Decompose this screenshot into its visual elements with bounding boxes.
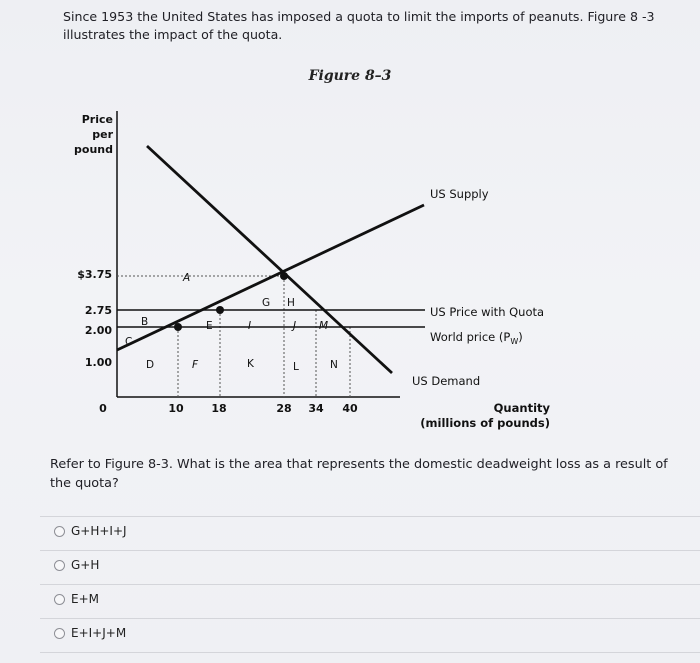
area-label-j: J [293, 320, 297, 332]
y-axis-label-line1: Price [81, 113, 113, 126]
area-label-k: K [247, 358, 254, 370]
figure-title: Figure 8–3 [308, 68, 392, 84]
separator [40, 618, 700, 619]
radio-button[interactable] [54, 594, 65, 605]
qty-tick-18: 18 [211, 402, 227, 415]
price-tick-100: 1.00 [84, 356, 112, 369]
area-label-g: G [262, 297, 271, 309]
area-label-n: N [330, 359, 338, 371]
demand-curve [147, 146, 392, 373]
answer-option-1[interactable] [54, 524, 127, 538]
qty-tick-40: 40 [342, 402, 358, 415]
point-equilibrium [280, 272, 288, 280]
answer-option-3[interactable] [54, 592, 99, 606]
option-label: G+H [71, 558, 100, 572]
area-label-d: D [146, 359, 155, 371]
radio-button[interactable] [54, 560, 65, 571]
point-supply-quota [216, 306, 224, 314]
label-us-demand: US Demand [412, 374, 481, 388]
label-price-with-quota: US Price with Quota [430, 305, 545, 319]
option-label: G+H+I+J [71, 524, 127, 538]
area-label-e: E [206, 320, 213, 332]
area-label-b: B [141, 316, 149, 328]
qty-tick-10: 10 [168, 402, 184, 415]
qty-tick-28: 28 [276, 402, 292, 415]
label-us-supply: US Supply [430, 187, 489, 201]
supply-curve [117, 205, 424, 350]
y-axis-label-line3: pound [74, 143, 113, 156]
area-label-m: M [319, 320, 329, 332]
y-axis-label-line2: per [92, 128, 113, 141]
separator [40, 516, 700, 517]
area-label-i: I [248, 320, 252, 332]
area-label-l: L [293, 361, 299, 373]
area-label-h: H [287, 297, 295, 309]
qty-tick-0: 0 [99, 402, 107, 415]
answer-option-2[interactable] [54, 558, 99, 572]
answer-option-4[interactable] [54, 626, 126, 640]
separator [40, 584, 700, 585]
radio-button[interactable] [54, 628, 65, 639]
question-text: Refer to Figure 8-3. What is the area that represents the domestic deadweight loss as a result of the quota? [50, 457, 668, 491]
radio-button[interactable] [54, 526, 65, 537]
option-label: E+I+J+M [71, 626, 127, 640]
area-label-c: C [125, 336, 133, 348]
option-label: E+M [71, 592, 99, 606]
point-supply-world [174, 323, 182, 331]
separator [40, 652, 700, 653]
price-tick-375: $3.75 [77, 268, 112, 281]
area-label-a: A [183, 272, 191, 284]
area-label-f: F [192, 359, 199, 371]
x-axis-label-line2: (millions of pounds) [420, 416, 550, 430]
price-tick-200: 2.00 [84, 324, 112, 337]
label-world-price: World price $(P_W)$ [430, 330, 523, 346]
qty-tick-34: 34 [308, 402, 324, 415]
separator [40, 550, 700, 551]
price-tick-275: 2.75 [84, 304, 112, 317]
intro-text: Since 1953 the United States has imposed a quota to limit the imports of peanuts. Figure 8 -3 illustrates the impact of the quota. [63, 9, 655, 42]
x-axis-label-line1: Quantity [493, 401, 550, 415]
